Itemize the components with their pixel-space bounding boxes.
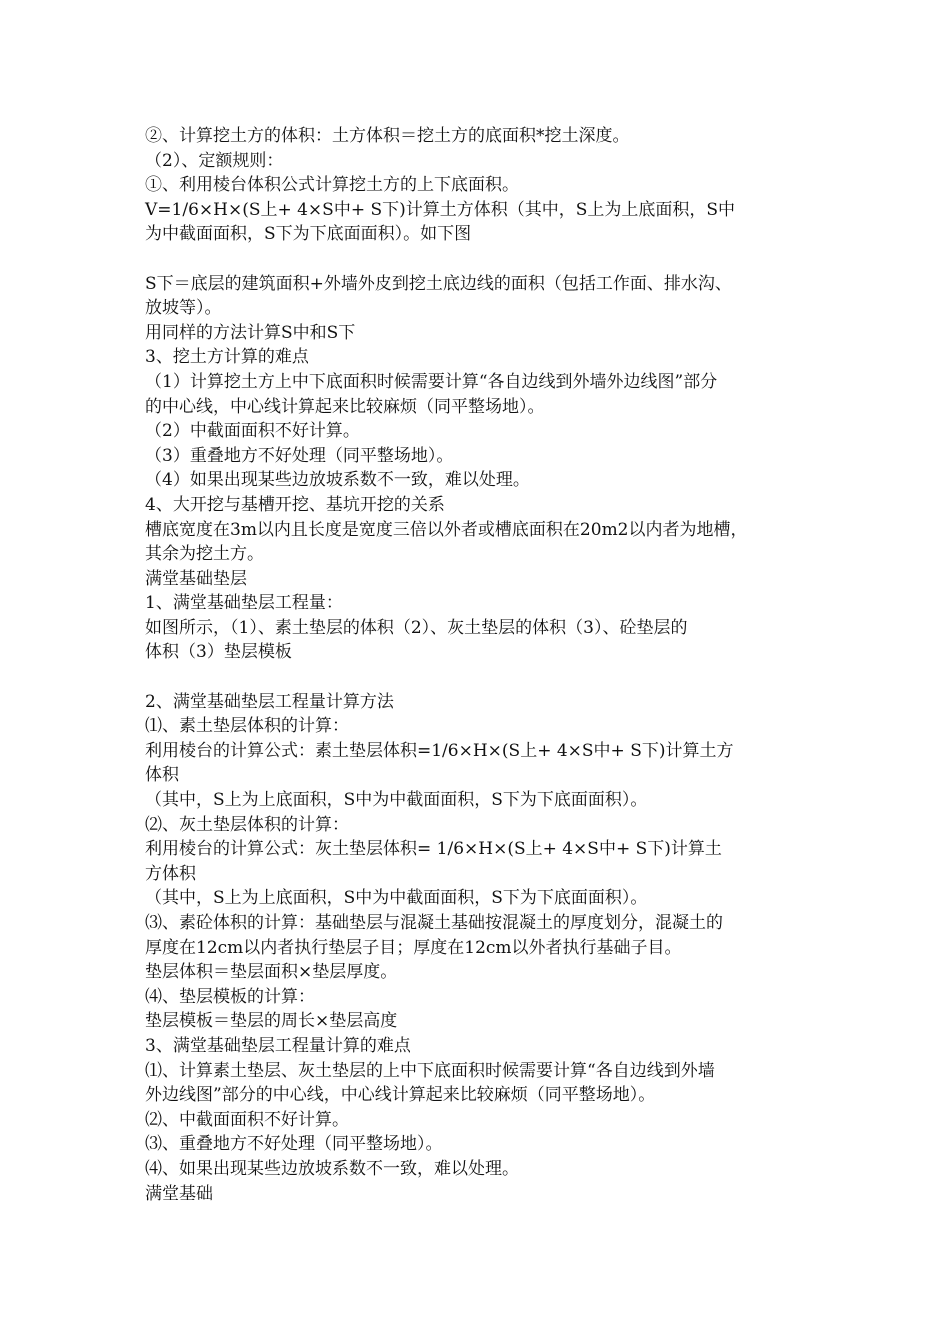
text-line: 垫层模板＝垫层的周长×垫层高度 <box>145 1011 398 1032</box>
text-line: 体积（3）垫层模板 <box>145 642 292 663</box>
text-line: ⑶、素砼体积的计算：基础垫层与混凝土基础按混凝土的厚度划分，混凝土的 <box>145 913 723 933</box>
text-line: 其余为挖土方。 <box>145 544 264 565</box>
text-line: 槽底宽度在3m以内且长度是宽度三倍以外者或槽底面积在20m2以内者为地槽， <box>145 519 748 540</box>
text-line: 用同样的方法计算S中和S下 <box>145 322 356 343</box>
text-line: 为中截面面积，S下为下底面面积）。如下图 <box>145 224 472 245</box>
text-line: 方体积 <box>145 863 196 884</box>
text-line: （其中，S上为上底面积，S中为中截面面积，S下为下底面面积）。 <box>145 888 648 909</box>
text-line: 垫层体积＝垫层面积×垫层厚度。 <box>145 962 398 983</box>
section-heading: 4、大开挖与基槽开挖、基坑开挖的关系 <box>145 494 445 515</box>
text-line: ⑷、如果出现某些边放坡系数不一致，难以处理。 <box>145 1158 519 1179</box>
text-line: 利用棱台的计算公式：灰土垫层体积= 1/6×H×(S上+ 4×S中+ S下)计算土 <box>145 839 722 860</box>
section-heading: 2、满堂基础垫层工程量计算方法 <box>145 691 394 712</box>
text-line: 利用棱台的计算公式：素土垫层体积=1/6×H×(S上+ 4×S中+ S下)计算土方 <box>145 740 734 761</box>
text-line: ⑵、中截面面积不好计算。 <box>145 1109 349 1130</box>
text-line: 的中心线，中心线计算起来比较麻烦（同平整场地）。 <box>145 396 545 417</box>
text-line: ⑷、垫层模板的计算： <box>145 986 315 1007</box>
blank-line <box>145 247 815 272</box>
text-line: ②、计算挖土方的体积：土方体积＝挖土方的底面积*挖土深度。 <box>145 126 630 146</box>
text-line: （2）中截面面积不好计算。 <box>145 421 360 442</box>
text-line: 外边线图”部分的中心线，中心线计算起来比较麻烦（同平整场地）。 <box>145 1085 656 1106</box>
text-line: （2）、定额规则： <box>145 150 284 171</box>
text-line: （其中，S上为上底面积，S中为中截面面积，S下为下底面面积）。 <box>145 790 648 811</box>
text-line: （3）重叠地方不好处理（同平整场地）。 <box>145 445 454 466</box>
section-heading: 3、挖土方计算的难点 <box>145 347 309 368</box>
text-line: 放坡等）。 <box>145 298 222 319</box>
blank-line <box>145 665 815 690</box>
section-heading: 满堂基础 <box>145 1183 213 1204</box>
section-heading: 3、满堂基础垫层工程量计算的难点 <box>145 1035 411 1056</box>
text-line: （4）如果出现某些边放坡系数不一致，难以处理。 <box>145 470 530 491</box>
text-line: 厚度在12cm以内者执行垫层子目；厚度在12cm以外者执行基础子目。 <box>145 937 682 958</box>
text-line: 如图所示，（1）、素土垫层的体积（2）、灰土垫层的体积（3）、砼垫层的 <box>145 617 688 638</box>
text-line: ⑶、重叠地方不好处理（同平整场地）。 <box>145 1134 443 1155</box>
text-line: ⑵、灰土垫层体积的计算： <box>145 814 349 835</box>
text-line: V=1/6×H×(S上+ 4×S中+ S下)计算土方体积（其中，S上为上底面积，S中 <box>145 199 736 220</box>
section-heading: 1、满堂基础垫层工程量： <box>145 593 343 614</box>
text-line: ⑴、计算素土垫层、灰土垫层的上中下底面积时候需要计算“各自边线到外墙 <box>145 1060 715 1081</box>
text-line: （1）计算挖土方上中下底面积时候需要计算“各自边线到外墙外边线图”部分 <box>145 371 718 392</box>
text-line: 体积 <box>145 765 179 786</box>
text-line: ①、利用棱台体积公式计算挖土方的上下底面积。 <box>145 175 519 196</box>
section-heading: 满堂基础垫层 <box>145 568 247 589</box>
document-body <box>145 124 815 1206</box>
text-line: ⑴、素土垫层体积的计算： <box>145 716 349 737</box>
text-line: S下＝底层的建筑面积+外墙外皮到挖土底边线的面积（包括工作面、排水沟、 <box>145 273 732 294</box>
